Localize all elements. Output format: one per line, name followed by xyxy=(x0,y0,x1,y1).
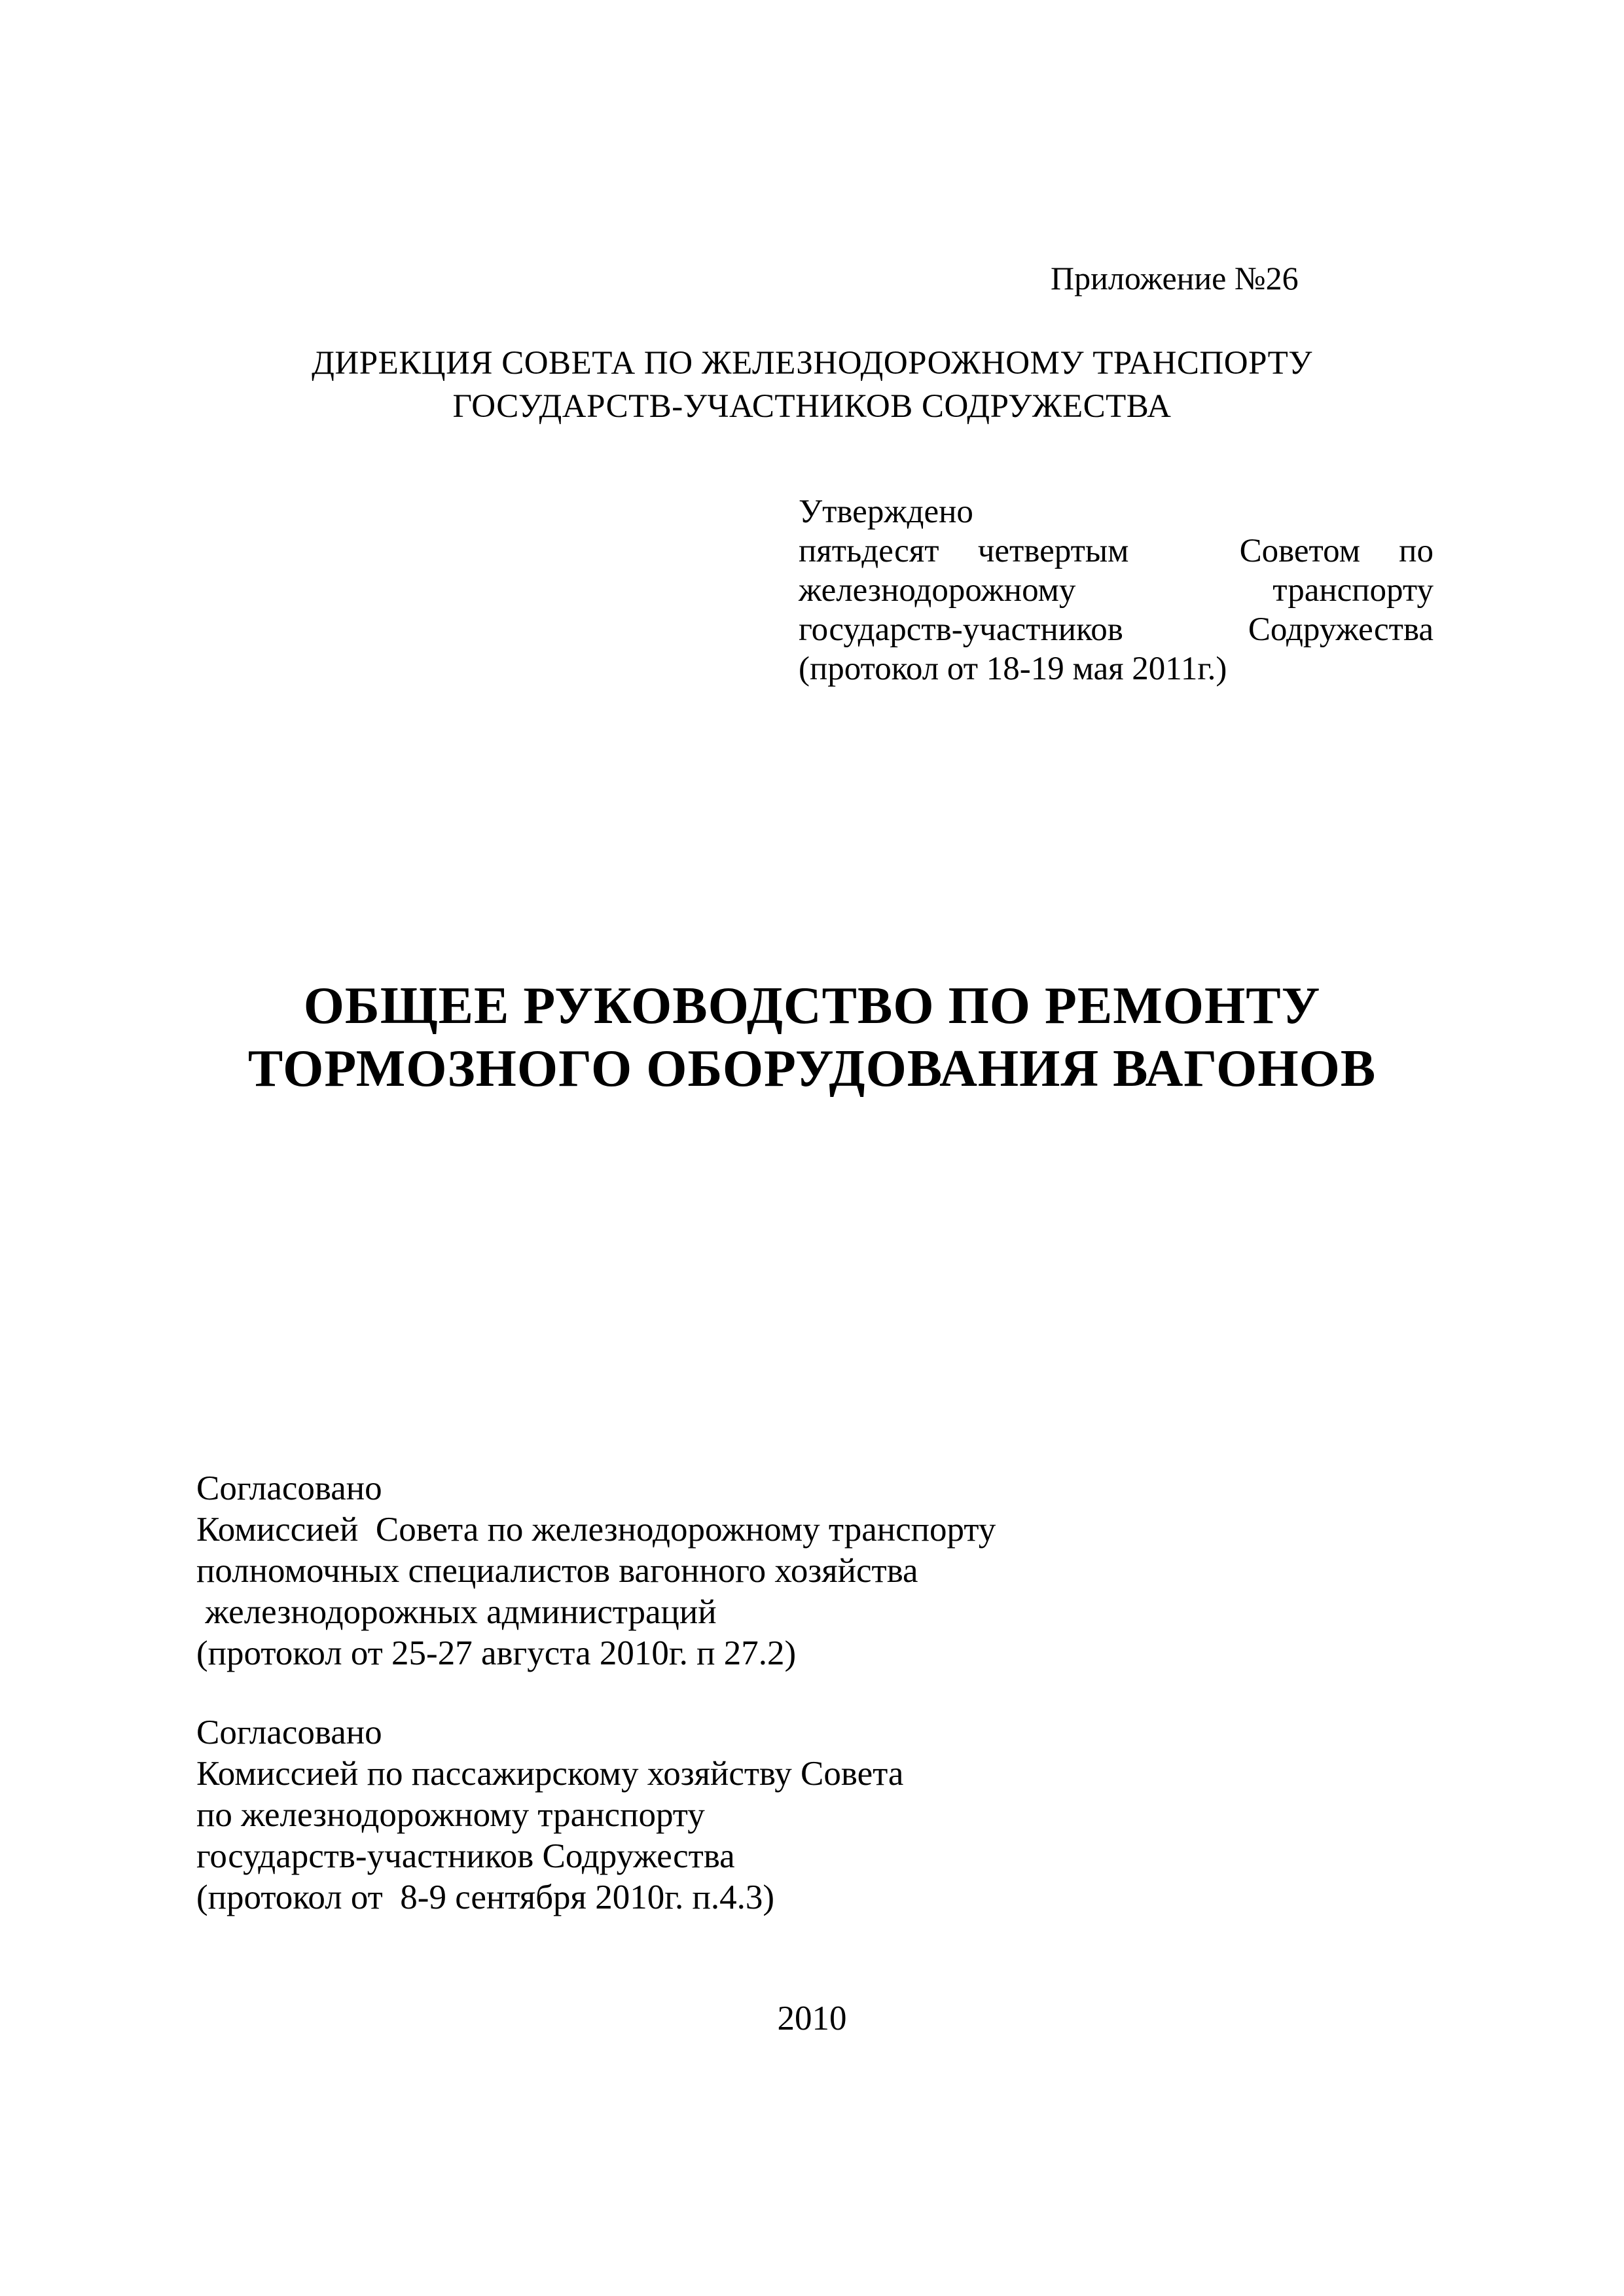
agreement-line: государств-участников Содружества xyxy=(196,1837,735,1875)
agreement-line: железнодорожных администраций xyxy=(196,1593,717,1631)
approval-protocol: (протокол от 18-19 мая 2011г.) xyxy=(799,651,1227,687)
agreement-line: Комиссией Совета по железнодорожному транспорту xyxy=(196,1511,996,1549)
approval-word: по xyxy=(1399,533,1434,569)
agreement-protocol: (протокол от 8-9 сентября 2010г. п.4.3) xyxy=(196,1878,774,1916)
approval-word: железнодорожному xyxy=(799,572,1076,609)
approval-word: пятьдесят xyxy=(799,533,939,569)
publication-year: 2010 xyxy=(777,2000,847,2037)
agreement-heading: Согласовано xyxy=(196,1713,382,1751)
organization-line-2: ГОСУДАРСТВ-УЧАСТНИКОВ СОДРУЖЕСТВА xyxy=(452,388,1172,425)
organization-line-1: ДИРЕКЦИЯ СОВЕТА ПО ЖЕЛЕЗНОДОРОЖНОМУ ТРАНСПОРТУ xyxy=(312,345,1312,382)
approval-heading: Утверждено xyxy=(799,493,973,530)
approval-row-1 xyxy=(799,531,1434,571)
approval-word: транспорту xyxy=(1272,572,1434,609)
appendix-number: Приложение №26 xyxy=(1051,260,1299,296)
approval-row-3 xyxy=(799,610,1434,649)
agreement-protocol: (протокол от 25-27 августа 2010г. п 27.2) xyxy=(196,1634,797,1672)
agreement-block-1 xyxy=(196,1468,996,1674)
agreement-line: Комиссией по пассажирскому хозяйству Совета xyxy=(196,1755,904,1793)
agreement-block-2 xyxy=(196,1712,903,1918)
document-title-line-1: ОБЩЕЕ РУКОВОДСТВО ПО РЕМОНТУ xyxy=(303,977,1321,1035)
approval-word: государств-участников xyxy=(799,611,1123,648)
agreement-heading: Согласовано xyxy=(196,1469,382,1507)
document-title-line-2: ТОРМОЗНОГО ОБОРУДОВАНИЯ ВАГОНОВ xyxy=(247,1040,1377,1098)
approval-word: Советом xyxy=(1239,533,1360,569)
approval-word: четвертым xyxy=(977,533,1129,569)
approval-word: Содружества xyxy=(1248,611,1434,648)
agreement-line: по железнодорожному транспорту xyxy=(196,1796,705,1834)
approval-block xyxy=(799,492,1434,689)
approval-row-2 xyxy=(799,571,1434,610)
agreement-line: полномочных специалистов вагонного хозяйства xyxy=(196,1552,918,1590)
